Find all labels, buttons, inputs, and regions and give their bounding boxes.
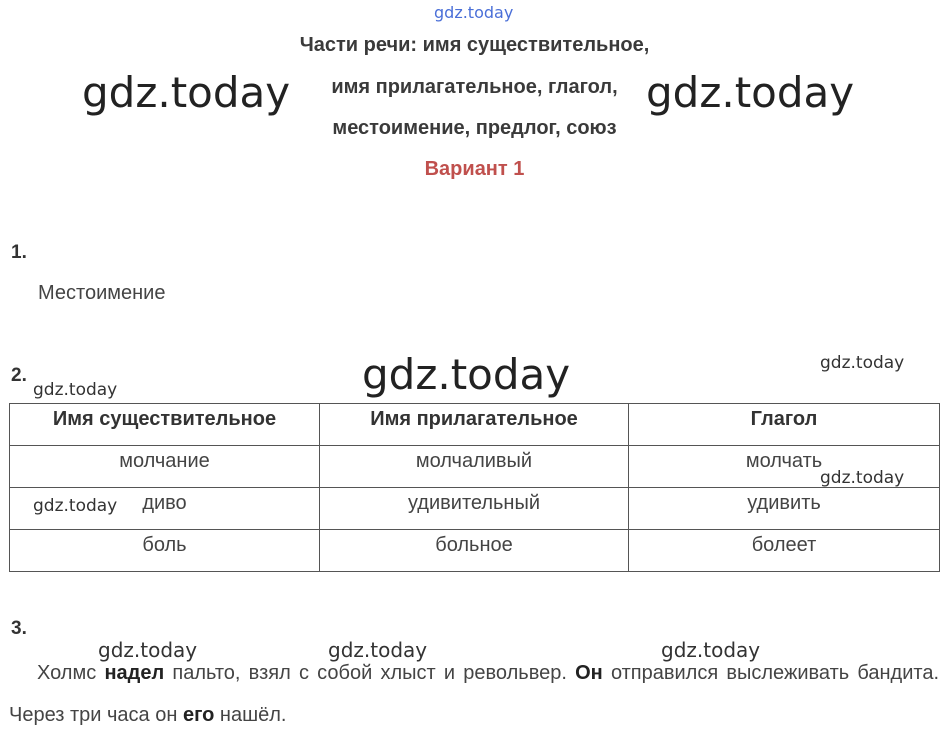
header-adjective: Имя прилагательное	[320, 404, 629, 446]
table-row	[10, 488, 940, 530]
text-segment: нашёл.	[214, 704, 287, 726]
variant-label: Вариант 1	[424, 158, 525, 180]
watermark-small: gdz.today	[820, 468, 905, 488]
table-cell: молчание	[10, 446, 320, 488]
watermark-big-left: gdz.today	[82, 68, 291, 117]
watermark-big-right: gdz.today	[646, 68, 855, 117]
text-segment: Холмс	[37, 662, 105, 684]
table-cell: диво	[10, 488, 320, 530]
watermark-small: gdz.today	[98, 638, 198, 662]
text-segment: отправился выслеживать бандита. Через три часа он	[9, 662, 939, 726]
watermark-small: gdz.today	[33, 496, 118, 516]
title-line-2: имя прилагательное, глагол,	[331, 76, 618, 98]
table-cell: удивить	[629, 488, 940, 530]
table-cell: болеет	[629, 530, 940, 572]
table-cell: удивительный	[320, 488, 629, 530]
title-line-3: местоимение, предлог, союз	[332, 117, 617, 139]
watermark-small: gdz.today	[328, 638, 428, 662]
parts-of-speech-table	[9, 403, 940, 572]
table-header-row	[10, 404, 940, 446]
table-row	[10, 530, 940, 572]
task-2-number: 2.	[11, 365, 27, 386]
table-cell: больное	[320, 530, 629, 572]
title-line-1: Части речи: имя существительное,	[299, 34, 650, 56]
watermark-big-center: gdz.today	[362, 350, 571, 399]
text-segment-bold: надел	[104, 662, 165, 684]
text-segment: пальто, взял с собой хлыст и револьвер.	[164, 662, 576, 684]
task-1-answer: Местоимение	[38, 282, 166, 304]
table-cell: молчаливый	[320, 446, 629, 488]
header-noun: Имя существительное	[10, 404, 320, 446]
text-segment-bold: его	[182, 704, 215, 726]
watermark-small: gdz.today	[820, 353, 905, 373]
task-1-number: 1.	[11, 242, 27, 263]
task-3-paragraph	[9, 652, 939, 736]
text-segment-bold: Он	[575, 662, 603, 684]
watermark-small: gdz.today	[661, 638, 761, 662]
header-verb: Глагол	[629, 404, 940, 446]
watermark-small: gdz.today	[33, 380, 118, 400]
task-3-number: 3.	[11, 618, 27, 639]
table-cell: молчать	[629, 446, 940, 488]
table-cell: боль	[10, 530, 320, 572]
table-row	[10, 446, 940, 488]
watermark-top: gdz.today	[434, 3, 514, 22]
